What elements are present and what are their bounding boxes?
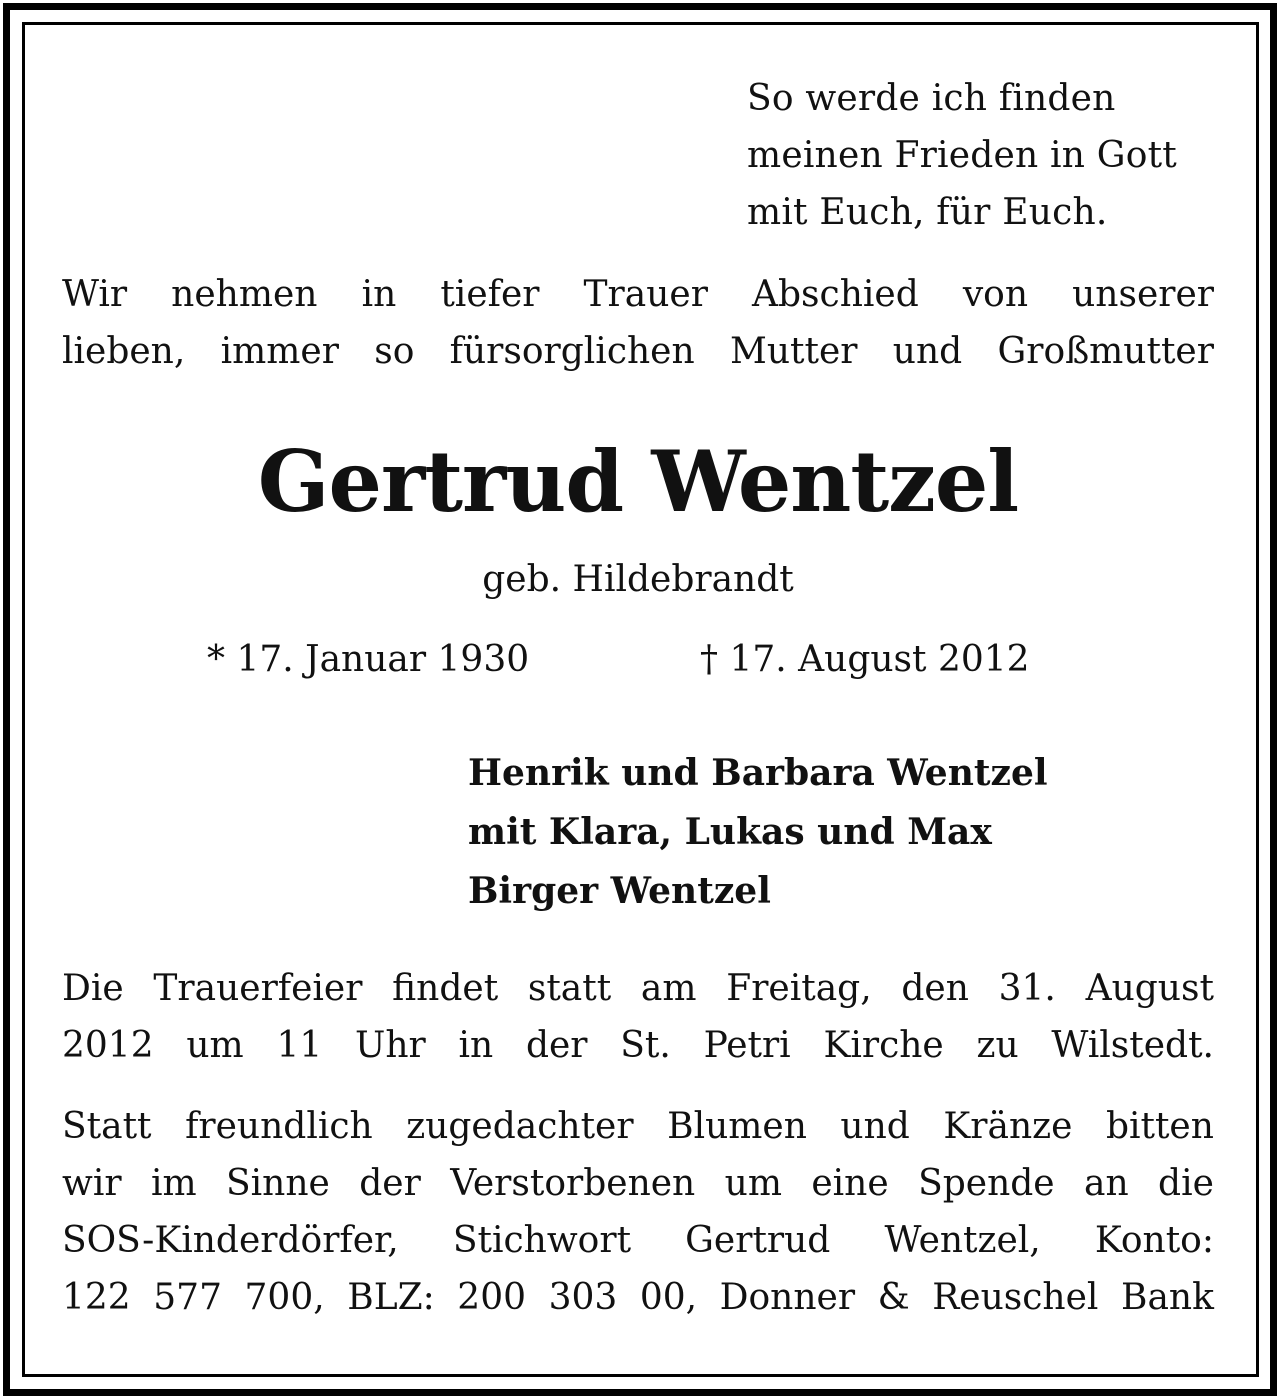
motto-line: So werde ich finden	[747, 78, 1116, 119]
deceased-name: Gertrud Wentzel	[257, 432, 1019, 531]
word: Donner	[719, 1277, 856, 1318]
word: nehmen	[171, 274, 318, 315]
donation-text	[62, 1098, 1214, 1326]
word: unserer	[1072, 274, 1214, 315]
word: findet	[392, 968, 499, 1009]
word: Reuschel	[932, 1277, 1099, 1318]
word: Petri	[703, 1025, 791, 1066]
word: 200	[457, 1277, 527, 1318]
word: 700,	[244, 1277, 325, 1318]
word: statt	[527, 968, 612, 1009]
word: Großmutter	[997, 331, 1214, 372]
word: 31.	[998, 968, 1056, 1009]
mourner-line: Birger Wentzel	[468, 870, 771, 912]
word: SOS-Kinderdörfer,	[62, 1220, 399, 1261]
word: von	[962, 274, 1029, 315]
mourner-line: mit Klara, Lukas und Max	[468, 811, 992, 853]
word: BLZ:	[347, 1277, 435, 1318]
word: Trauer	[583, 274, 708, 315]
donation-line	[62, 1269, 1214, 1326]
word: Wir	[62, 274, 128, 315]
maiden-name: geb. Hildebrandt	[482, 559, 794, 600]
word: 2012	[62, 1025, 154, 1066]
intro-line	[62, 323, 1214, 380]
word: der	[359, 1163, 421, 1204]
word: bitten	[1105, 1106, 1214, 1147]
mourner-line: Henrik und Barbara Wentzel	[468, 752, 1048, 794]
word: &	[877, 1277, 910, 1318]
mourners-list	[468, 744, 1048, 921]
word: den	[901, 968, 969, 1009]
word: um	[186, 1025, 244, 1066]
motto-line: mit Euch, für Euch.	[747, 192, 1108, 233]
word: eine	[811, 1163, 889, 1204]
motto-line: meinen Frieden in Gott	[747, 135, 1177, 176]
word: Konto:	[1094, 1220, 1214, 1261]
word: zugedachter	[406, 1106, 634, 1147]
word: Sinne	[225, 1163, 330, 1204]
word: im	[150, 1163, 197, 1204]
word: tiefer	[440, 274, 540, 315]
word: Verstorbenen	[450, 1163, 696, 1204]
word: der	[525, 1025, 588, 1066]
word: in	[361, 274, 397, 315]
word: freundlich	[185, 1106, 373, 1147]
intro-line	[62, 266, 1214, 323]
word: Kirche	[823, 1025, 944, 1066]
word: Die	[62, 968, 124, 1009]
word: Trauerfeier	[153, 968, 363, 1009]
word: am	[640, 968, 697, 1009]
word: Mutter	[729, 331, 858, 372]
word: 577	[153, 1277, 222, 1318]
word: Blumen	[667, 1106, 807, 1147]
word: Bank	[1121, 1277, 1214, 1318]
word: und	[892, 331, 963, 372]
word: 11	[276, 1025, 323, 1066]
word: Spende	[918, 1163, 1055, 1204]
word: Abschied	[752, 274, 919, 315]
word: an	[1084, 1163, 1129, 1204]
birth-date: * 17. Januar 1930	[207, 639, 530, 680]
word: August	[1085, 968, 1214, 1009]
word: 122	[62, 1277, 131, 1318]
word: Kränze	[943, 1106, 1073, 1147]
death-date: † 17. August 2012	[700, 639, 1030, 680]
word: Statt	[62, 1106, 152, 1147]
word: Gertrud	[685, 1220, 831, 1261]
word: die	[1158, 1163, 1214, 1204]
word: 00,	[639, 1277, 698, 1318]
word: immer	[220, 331, 339, 372]
word: lieben,	[62, 331, 186, 372]
word: Wentzel,	[884, 1220, 1041, 1261]
word: St.	[620, 1025, 671, 1066]
word: zu	[976, 1025, 1019, 1066]
donation-line	[62, 1212, 1214, 1269]
word: in	[458, 1025, 494, 1066]
word: um	[724, 1163, 782, 1204]
donation-line	[62, 1155, 1214, 1212]
motto-verse	[747, 70, 1227, 241]
word: fürsorglichen	[449, 331, 695, 372]
ceremony-line	[62, 960, 1214, 1017]
word: so	[374, 331, 415, 372]
word: Uhr	[355, 1025, 426, 1066]
word: Stichwort	[452, 1220, 632, 1261]
ceremony-line	[62, 1017, 1214, 1074]
word: Wilstedt.	[1051, 1025, 1214, 1066]
donation-line	[62, 1098, 1214, 1155]
word: und	[840, 1106, 910, 1147]
ceremony-text	[62, 960, 1214, 1074]
word: 303	[548, 1277, 618, 1318]
word: Freitag,	[726, 968, 872, 1009]
intro-text	[62, 266, 1214, 380]
word: wir	[62, 1163, 122, 1204]
